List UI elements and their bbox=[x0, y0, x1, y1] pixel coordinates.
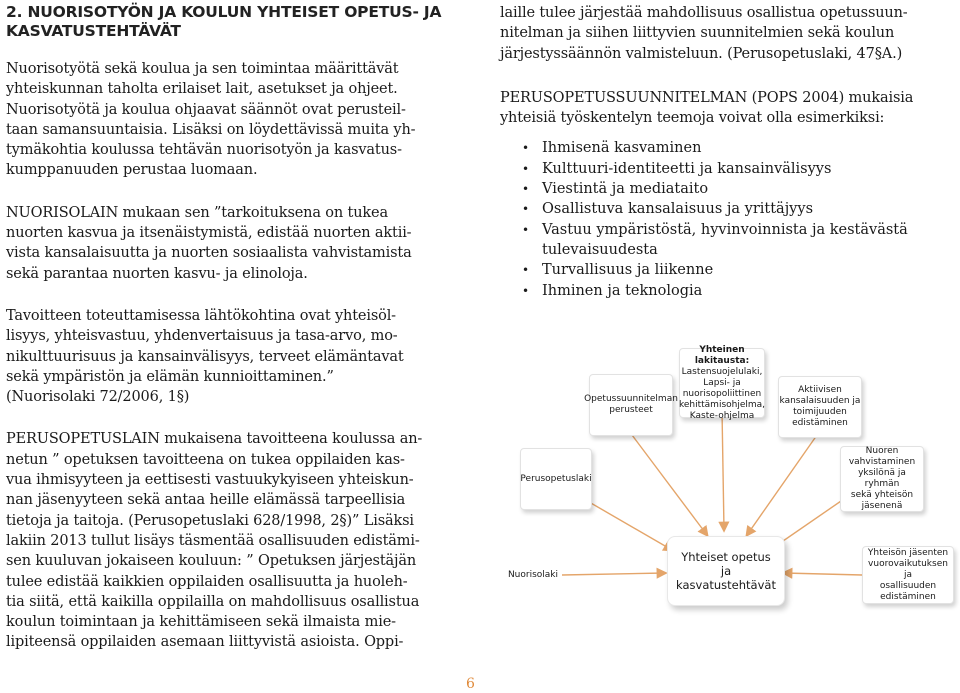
list-item-label: Osallistuva kansalaisuus ja yrittäjyys bbox=[542, 201, 814, 218]
text-line: Nuorisotyötä ja koulua ohjaavat säännöt ovat perusteil- bbox=[6, 101, 406, 118]
bullet-icon: • bbox=[522, 161, 530, 176]
bullet-icon: • bbox=[522, 263, 530, 278]
node-label: nuorisopoliittinen bbox=[682, 388, 762, 399]
list-item-label: Viestintä ja mediataito bbox=[542, 181, 709, 198]
node-yhteiset-tehtavat bbox=[667, 536, 785, 606]
text-line: järjestyssäännön valmisteluun. (Perusopetuslaki, 47§A.) bbox=[500, 45, 903, 62]
list-item-label: Ihmisenä kasvaminen bbox=[542, 140, 702, 157]
node-label: toimijuuden bbox=[793, 407, 847, 417]
node-title: Yhteinen lakitausta: bbox=[694, 344, 750, 366]
text-line: Nuorisotyötä sekä koulua ja sen toimintaa määrittävät bbox=[6, 61, 399, 77]
text-line: tia siitä, että kaikilla oppilailla on mahdollisuus osallistua bbox=[6, 593, 420, 610]
text-line: nitelman ja siihen liittyvien suunnitelmien sekä koulun bbox=[500, 25, 895, 42]
node-label: Perusopetuslaki bbox=[520, 473, 592, 484]
text-line: (Nuorisolaki 72/2006, 1§) bbox=[6, 389, 190, 406]
text-line: PERUSOPETUSSUUNNITELMAN (POPS 2004) mukaisia bbox=[500, 89, 914, 106]
text-line: koulun toimintaan ja kehittämiseen sekä ilmaista mie- bbox=[6, 614, 396, 631]
node-nuorisolaki bbox=[502, 565, 564, 585]
node-label: Kaste-ohjelma bbox=[689, 410, 755, 421]
paragraph-perusopetuslaki bbox=[6, 429, 446, 652]
node-label: edistäminen bbox=[792, 418, 848, 428]
arrow-ops bbox=[632, 435, 707, 535]
paragraph-continued bbox=[500, 3, 950, 64]
bullet-icon: • bbox=[522, 141, 530, 156]
node-label: vahvistaminen bbox=[848, 457, 916, 467]
node-label: Aktiivisen bbox=[798, 385, 842, 395]
section-heading bbox=[6, 3, 446, 41]
right-column bbox=[500, 3, 950, 301]
text-line: lipiteensä oppilaiden asemaan liittyvistä asioista. Oppi- bbox=[6, 634, 404, 651]
text-line: lisyys, yhteisvastuu, yhdenvertaisuus ja tasa-arvo, mo- bbox=[6, 328, 398, 345]
list-item-label: Ihminen ja teknologia bbox=[542, 282, 703, 299]
bullet-icon: • bbox=[522, 222, 530, 237]
node-label: edistäminen bbox=[880, 591, 936, 602]
list-item bbox=[522, 220, 950, 261]
list-item bbox=[522, 199, 950, 219]
left-column bbox=[6, 3, 446, 675]
node-label: Nuorisolaki bbox=[507, 569, 559, 580]
bullet-icon: • bbox=[522, 182, 530, 197]
node-label: jäsenenä bbox=[861, 501, 903, 511]
arrow-nuorisolaki bbox=[562, 573, 665, 575]
list-item-label: Vastuu ympäristöstä, hyvinvoinnista ja kestävästä tulevaisuudesta bbox=[542, 221, 908, 258]
arrow-lakitausta bbox=[722, 410, 724, 530]
node-label: kansalaisuuden ja bbox=[779, 396, 861, 406]
node-label: yksilönä ja ryhmän bbox=[858, 468, 906, 489]
text-line: tulee edistää kaikkien oppilaiden osallisuutta ja huoleh- bbox=[6, 573, 408, 590]
node-label: perusteet bbox=[609, 405, 653, 415]
text-line: sen kuuluvan jokaiseen kouluun: ” Opetuksen järjestäjän bbox=[6, 553, 417, 570]
paragraph-tavoitteet bbox=[6, 306, 446, 407]
text-line: yhteiskunnan taholta erilaiset lait, asetukset ja ohjeet. bbox=[6, 81, 398, 98]
heading-line: KASVATUSTEHTÄVÄT bbox=[6, 22, 181, 40]
node-lakitausta bbox=[678, 344, 766, 421]
list-item bbox=[522, 281, 950, 301]
text-line: vua ihmisyyteen ja eettisesti vastuukykyiseen yhteiskun- bbox=[6, 472, 414, 489]
list-item-label: Turvallisuus ja liikenne bbox=[542, 262, 714, 279]
page-number: 6 bbox=[466, 676, 475, 692]
text-line: sekä ympäristön ja elämän kunnioittaminen.” bbox=[6, 368, 334, 385]
node-label: Yhteisön jäsenten bbox=[867, 547, 949, 558]
text-line: Tavoitteen toteuttamisessa lähtökohtina ovat yhteisöl- bbox=[6, 307, 396, 324]
node-label: ja bbox=[720, 564, 732, 578]
relationship-diagram bbox=[482, 340, 958, 640]
bullet-icon: • bbox=[522, 283, 530, 298]
node-label: vuorovaikutuksen ja bbox=[868, 558, 948, 580]
node-label: sekä yhteisön bbox=[850, 490, 914, 500]
node-aktiivinen-kansalaisuus bbox=[778, 376, 862, 438]
node-perusopetuslaki bbox=[520, 448, 592, 510]
text-line: taan samansuuntaisia. Lisäksi on löydettävissä muita yh- bbox=[6, 121, 416, 138]
list-item bbox=[522, 138, 950, 158]
node-yhteison-jasenet bbox=[862, 546, 954, 604]
list-item bbox=[522, 260, 950, 280]
text-line: sekä parantaa nuorten kasvu- ja elinoloja. bbox=[6, 265, 308, 282]
text-line: NUORISOLAIN mukaan sen ”tarkoituksena on tukea bbox=[6, 204, 388, 221]
node-label: kasvatustehtävät bbox=[676, 578, 776, 592]
node-opetussuunnitelma bbox=[584, 374, 678, 436]
node-label: Lastensuojelulaki, bbox=[681, 366, 763, 377]
text-line: nuorten kasvua ja itsenäistymistä, edistää nuorten aktii- bbox=[6, 225, 412, 242]
arrow-aktiivinen bbox=[747, 435, 817, 535]
node-label: kehittämisohjelma, bbox=[678, 399, 766, 410]
theme-list bbox=[500, 138, 950, 300]
node-label: Lapsi- ja bbox=[703, 377, 741, 388]
paragraph-intro bbox=[6, 59, 446, 181]
node-nuoren-vahvistaminen bbox=[840, 446, 924, 512]
paragraph-nuorisolaki bbox=[6, 203, 446, 284]
list-item bbox=[522, 159, 950, 179]
node-label: osallisuuden bbox=[879, 580, 937, 591]
text-line: tietoja ja taitoja. (Perusopetuslaki 628/1998, 2§)” Lisäksi bbox=[6, 512, 414, 529]
text-line: vista kansalaisuutta ja nuorten sosiaalista vahvistamista bbox=[6, 245, 412, 262]
text-line: PERUSOPETUSLAIN mukaisena tavoitteena koulussa an- bbox=[6, 431, 423, 448]
list-item bbox=[522, 179, 950, 199]
node-label: Yhteiset opetus bbox=[681, 550, 771, 564]
text-line: lakiin 2013 tullut lisäys täsmentää osallisuuden edistämi- bbox=[6, 532, 420, 549]
list-item-label: Kulttuuri-identiteetti ja kansainvälisyys bbox=[542, 160, 832, 177]
text-line: laille tulee järjestää mahdollisuus osallistua opetussuun- bbox=[500, 5, 908, 21]
bullet-icon: • bbox=[522, 202, 530, 217]
arrow-yhteison bbox=[784, 573, 862, 575]
text-line: yhteisiä työskentelyn teemoja voivat olla esimerkiksi: bbox=[500, 110, 885, 127]
node-label: Opetussuunnitelman bbox=[584, 394, 678, 404]
paragraph-pops bbox=[500, 88, 950, 129]
heading-line: 2. NUORISOTYÖN JA KOULUN YHTEISET OPETUS- JA bbox=[6, 3, 442, 21]
text-line: nan jäsenyyteen sekä antaa heille elämässä tarpeellisia bbox=[6, 492, 406, 509]
text-line: kumppanuuden perustaa luomaan. bbox=[6, 162, 258, 179]
node-label: Nuoren bbox=[865, 446, 899, 456]
text-line: tymäkohtia koulussa tehtävän nuorisotyön ja kasvatus- bbox=[6, 142, 402, 159]
text-line: netun ” opetuksen tavoitteena on tukea oppilaiden kas- bbox=[6, 451, 405, 468]
text-line: nikulttuurisuus ja kansainvälisyys, terveet elämäntavat bbox=[6, 348, 404, 365]
